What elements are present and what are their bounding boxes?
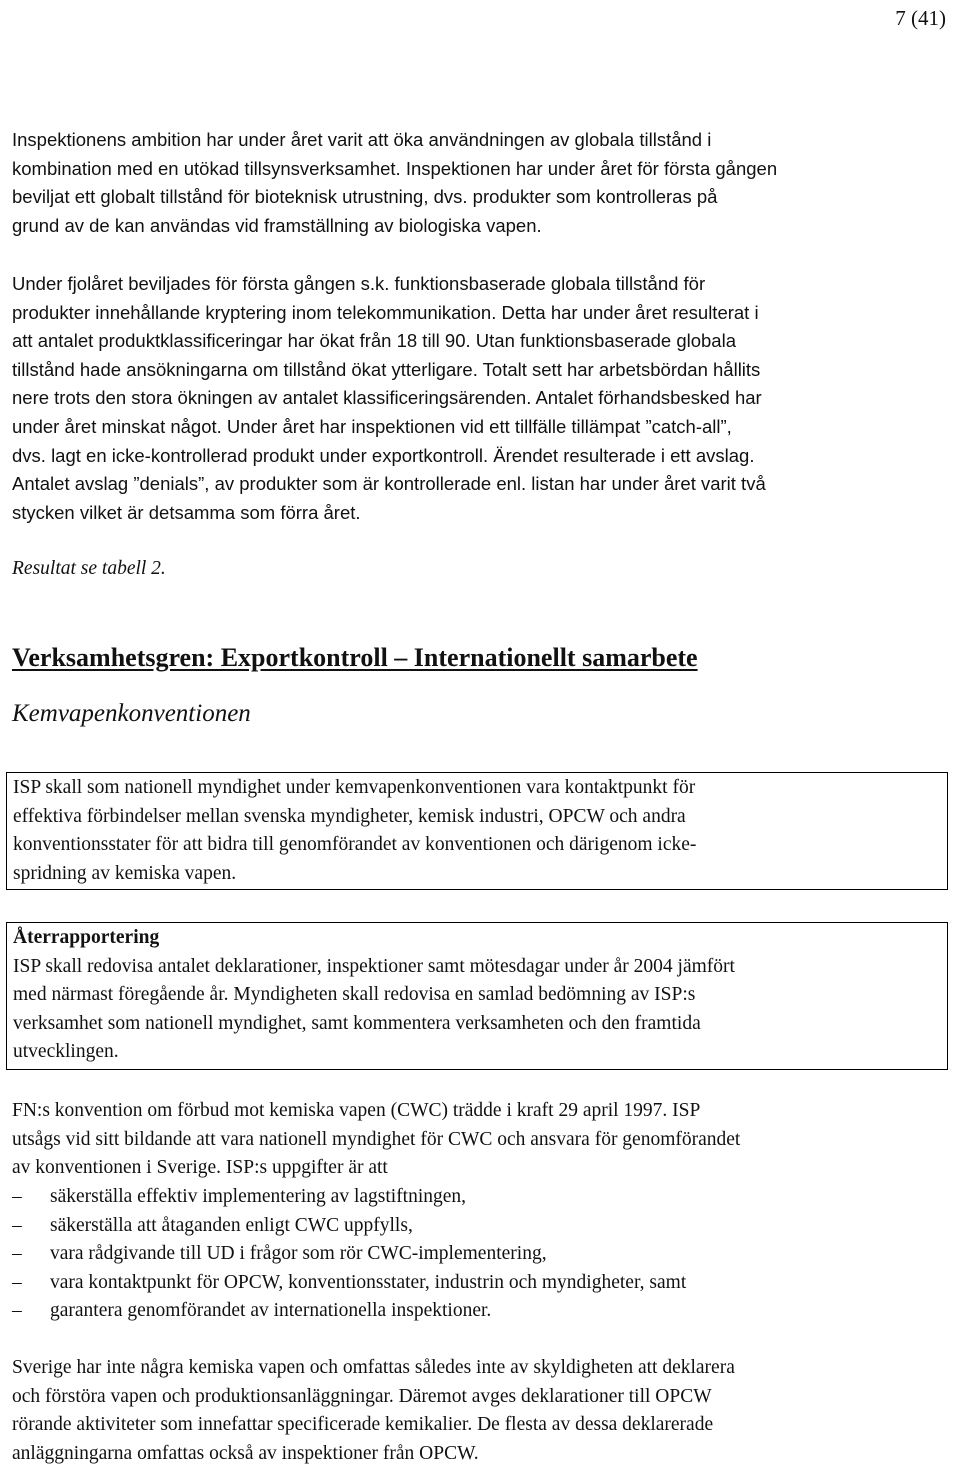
list-item	[12, 1212, 948, 1241]
text-line: Antalet avslag ”denials”, av produkter som är kontrollerade enl. listan har under året varit två	[12, 473, 766, 495]
text-line: tillstånd hade ansökningarna om tillstånd ökat ytterligare. Totalt sett har arbetsbördan hållits	[12, 358, 761, 380]
text-line: utvecklingen.	[13, 1041, 119, 1063]
list-item	[12, 1183, 948, 1212]
text-line: utsågs vid sitt bildande att vara nationell myndighet för CWC och ansvara för genomförandet	[12, 1128, 741, 1150]
paragraph-sweden-declarations	[12, 1354, 948, 1468]
dash-marker: –	[12, 1271, 22, 1293]
text-line: beviljat ett globalt tillstånd för bioteknisk utrustning, dvs. produkter som kontrolleras på	[12, 186, 718, 208]
text-line: nere trots den stora ökningen av antalet klassificeringsärenden. Antalet förhandsbesked har	[12, 387, 762, 409]
reporting-text	[13, 953, 941, 1067]
text-line: att antalet produktklassificeringar har ökat från 18 till 90. Utan funktionsbaserade globala	[12, 330, 736, 352]
text-line: FN:s konvention om förbud mot kemiska vapen (CWC) trädde i kraft 29 april 1997. ISP	[12, 1100, 701, 1121]
mandate-box	[6, 772, 948, 890]
text-line: spridning av kemiska vapen.	[13, 862, 237, 884]
paragraph-cwc	[12, 1097, 948, 1183]
paragraph-crypto-licenses	[12, 270, 948, 527]
reporting-box	[6, 922, 948, 1070]
dash-marker: –	[12, 1243, 22, 1265]
list-item-text: vara rådgivande till UD i frågor som rör CWC-implementering,	[50, 1243, 547, 1265]
text-line: verksamhet som nationell myndighet, samt kommentera verksamheten och den framtida	[13, 1012, 701, 1034]
list-item-text: säkerställa att åtaganden enligt CWC uppfylls,	[50, 1214, 413, 1236]
text-line: konventionsstater för att bidra till genomförandet av konventionen och därigenom icke-	[13, 834, 697, 856]
text-line: Inspektionens ambition har under året varit att öka användningen av globala tillstånd i	[12, 129, 712, 150]
text-line: grund av de kan användas vid framställning av biologiska vapen.	[12, 214, 542, 236]
text-line: rörande aktiviteter som innefattar specificerade kemikalier. De flesta av dessa deklarerade	[12, 1414, 714, 1436]
text-line: anläggningarna omfattas också av inspektioner från OPCW.	[12, 1442, 479, 1464]
paragraph-global-licenses	[12, 126, 948, 240]
text-line: effektiva förbindelser mellan svenska myndigheter, kemisk industri, OPCW och andra	[13, 805, 686, 827]
text-line: ISP skall redovisa antalet deklarationer, inspektioner samt mötesdagar under år 2004 jämfört	[13, 955, 735, 977]
list-item-text: vara kontaktpunkt för OPCW, konventionsstater, industrin och myndigheter, samt	[50, 1271, 687, 1293]
text-line: och förstöra vapen och produktionsanläggningar. Däremot avges deklarationer till OPCW	[12, 1385, 712, 1407]
result-reference: Resultat se tabell 2.	[12, 558, 166, 579]
text-line: produkter innehållande kryptering inom telekommunikation. Detta har under året resulterat i	[12, 301, 759, 323]
section-heading: Verksamhetsgren: Exportkontroll – Internationellt samarbete	[12, 643, 698, 672]
list-item	[12, 1297, 948, 1326]
list-item	[12, 1269, 948, 1298]
text-line: av konventionen i Sverige. ISP:s uppgifter är att	[12, 1157, 388, 1179]
reporting-title: Återrapportering	[13, 927, 160, 948]
list-item-text: säkerställa effektiv implementering av lagstiftningen,	[50, 1186, 467, 1207]
text-line: med närmast föregående år. Myndigheten skall redovisa en samlad bedömning av ISP:s	[13, 984, 696, 1006]
task-list	[12, 1183, 948, 1326]
page-number: 7 (41)	[895, 6, 946, 30]
text-line: under året minskat något. Under året har inspektionen vid ett tillfälle tillämpat ”catch-all”,	[12, 415, 732, 437]
text-line: ISP skall som nationell myndighet under kemvapenkonventionen vara kontaktpunkt för	[13, 777, 696, 798]
list-item	[12, 1240, 948, 1269]
list-item-text: garantera genomförandet av internationella inspektioner.	[50, 1300, 492, 1322]
dash-marker: –	[12, 1186, 22, 1207]
text-line: kombination med en utökad tillsynsverksamhet. Inspektionen har under året för första gången	[12, 157, 778, 179]
section-subheading: Kemvapenkonventionen	[12, 700, 251, 727]
text-line: stycken vilket är detsamma som förra året.	[12, 501, 361, 523]
dash-marker: –	[12, 1300, 22, 1322]
text-line: dvs. lagt en icke-kontrollerad produkt under exportkontroll. Ärendet resulterade i ett avslag.	[12, 444, 755, 466]
text-line: Under fjolåret beviljades för första gången s.k. funktionsbaserade globala tillstånd för	[12, 273, 706, 294]
text-line: Sverige har inte några kemiska vapen och omfattas således inte av skyldigheten att deklarera	[12, 1357, 735, 1378]
dash-marker: –	[12, 1214, 22, 1236]
mandate-text	[13, 774, 941, 888]
